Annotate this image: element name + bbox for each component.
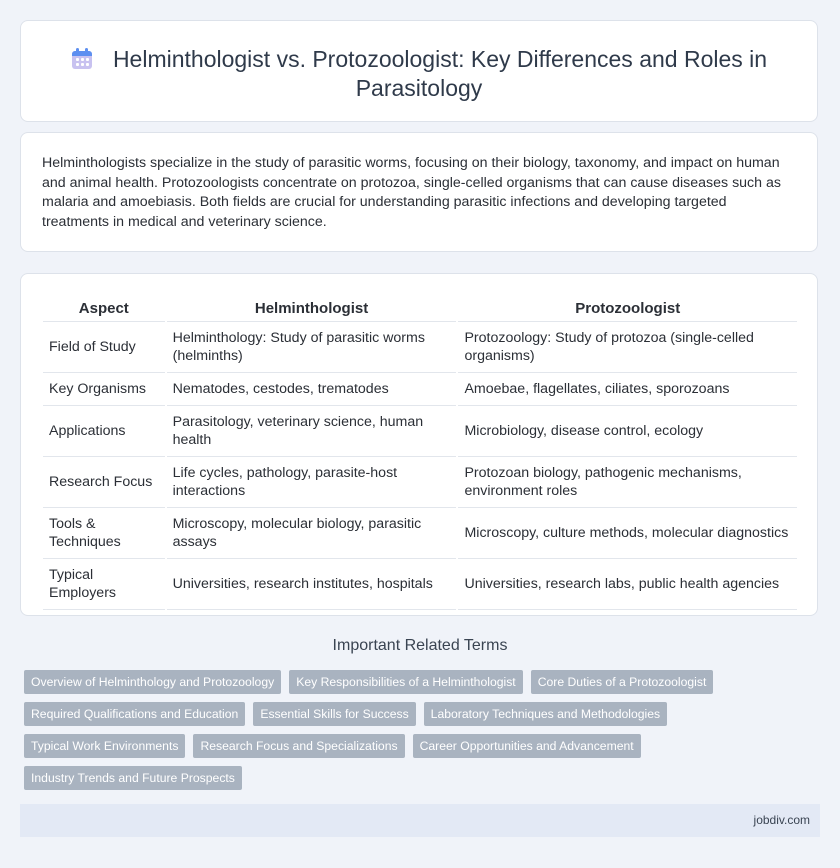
table-cell-protozoologist: Universities, research labs, public health agencies [458,559,797,610]
related-term-tag[interactable]: Typical Work Environments [24,734,185,758]
table-cell-helminthologist: Microscopy, molecular biology, parasitic assays [167,508,457,559]
related-term-tag[interactable]: Key Responsibilities of a Helminthologist [289,670,522,694]
title-card [20,20,818,122]
table-cell-protozoologist: Microscopy, culture methods, molecular diagnostics [458,508,797,559]
table-cell-aspect: Typical Employers [43,559,165,610]
table-cell-protozoologist: Protozoan biology, pathogenic mechanisms, environment roles [458,457,797,508]
table-cell-helminthologist: Helminthology: Study of parasitic worms (helminths) [167,322,457,373]
comparison-card [20,273,818,616]
calendar-icon [71,48,93,70]
table-cell-aspect: Key Organisms [43,373,165,406]
table-row [43,373,797,406]
table-cell-helminthologist: Universities, research institutes, hospitals [167,559,457,610]
related-term-tag[interactable]: Core Duties of a Protozoologist [531,670,714,694]
intro-paragraph: Helminthologists specialize in the study of parasitic worms, focusing on their biology, taxonomy, and impact on human and animal health. Protozoologists concentrate on protozoa, single-celled organisms that can cause diseases such as malaria and amoebiasis. Both fields are crucial for understanding parasitic infections and developing targeted treatments in medical and veterinary science. [42,155,781,230]
related-terms-heading: Important Related Terms [332,637,508,654]
table-cell-aspect: Research Focus [43,457,165,508]
table-row [43,457,797,508]
table-cell-aspect: Tools & Techniques [43,508,165,559]
footer-bar [20,804,820,837]
table-header-row [43,294,797,322]
table-row [43,559,797,610]
related-term-tag[interactable]: Research Focus and Specializations [193,734,404,758]
footer-site-link[interactable]: jobdiv.com [753,813,810,827]
table-row [43,508,797,559]
related-term-tag[interactable]: Laboratory Techniques and Methodologies [424,702,667,726]
column-header-protozoologist: Protozoologist [458,294,797,322]
table-cell-aspect: Applications [43,406,165,457]
table-row [43,322,797,373]
related-term-tag[interactable]: Industry Trends and Future Prospects [24,766,242,790]
comparison-table [41,294,799,610]
page-title: Helminthologist vs. Protozoologist: Key Differences and Roles in Parasitology [112,46,768,101]
column-header-aspect: Aspect [43,294,165,322]
related-term-tag[interactable]: Career Opportunities and Advancement [413,734,641,758]
table-cell-protozoologist: Microbiology, disease control, ecology [458,406,797,457]
related-term-tag[interactable]: Overview of Helminthology and Protozoology [24,670,281,694]
table-row [43,406,797,457]
related-term-tag[interactable]: Essential Skills for Success [253,702,415,726]
table-cell-protozoologist: Amoebae, flagellates, ciliates, sporozoans [458,373,797,406]
intro-card [20,132,818,252]
title-row [21,45,817,103]
table-cell-aspect: Field of Study [43,322,165,373]
column-header-helminthologist: Helminthologist [167,294,457,322]
related-term-tag[interactable]: Required Qualifications and Education [24,702,245,726]
table-cell-helminthologist: Parasitology, veterinary science, human health [167,406,457,457]
table-cell-protozoologist: Protozoology: Study of protozoa (single-celled organisms) [458,322,797,373]
table-cell-helminthologist: Nematodes, cestodes, trematodes [167,373,457,406]
related-terms-list [24,670,824,790]
table-cell-helminthologist: Life cycles, pathology, parasite-host interactions [167,457,457,508]
